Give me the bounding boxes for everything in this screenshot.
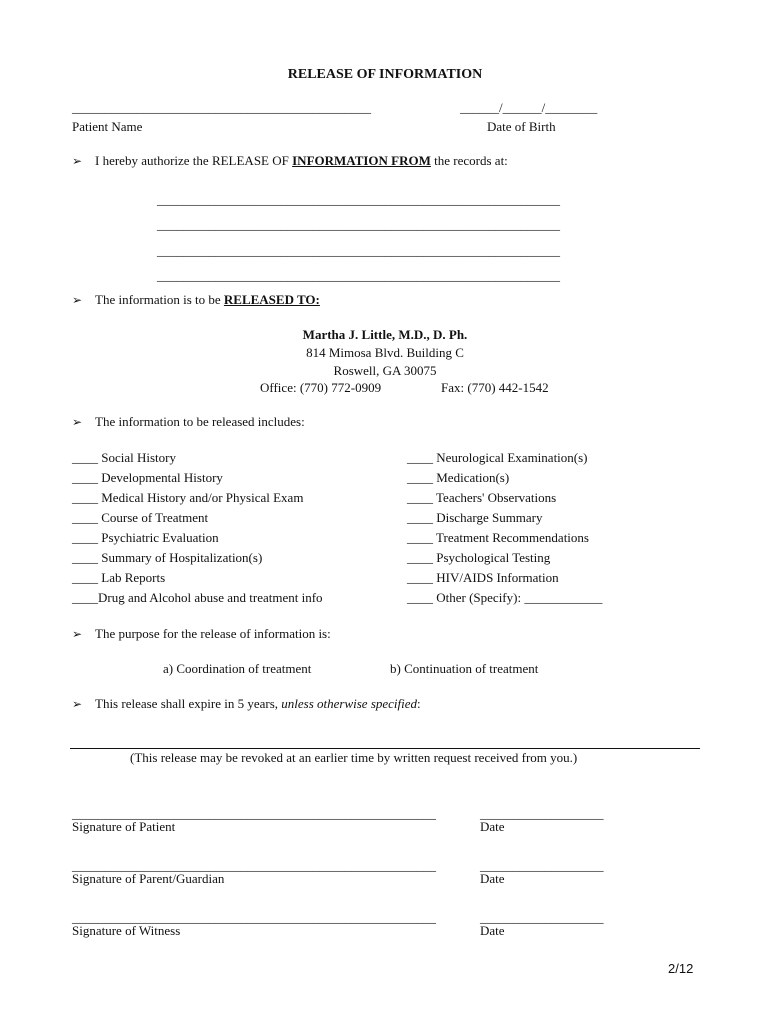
authorize-text-emph: INFORMATION FROM [292, 153, 431, 168]
released-to-text-emph: RELEASED TO: [223, 292, 320, 307]
page-number: 2/12 [668, 961, 694, 976]
recipient-address-2: Roswell, GA 30075 [333, 363, 437, 378]
patient-signature-label: Signature of Patient [72, 819, 176, 834]
expire-colon: : [417, 696, 421, 711]
purpose-heading: The purpose for the release of information is: [95, 626, 331, 641]
includes-right-item[interactable]: ____ Treatment Recommendations [407, 530, 589, 545]
guardian-signature-field[interactable]: ________________________________________________________ [72, 858, 436, 873]
includes-right-item[interactable]: ____ Discharge Summary [407, 510, 543, 525]
authorize-bullet-icon: ➢ [72, 154, 83, 168]
purpose-option-a[interactable]: a) Coordination of treatment [163, 661, 312, 676]
purpose-bullet-icon: ➢ [72, 627, 83, 641]
witness-signature-date-field[interactable]: ___________________ [480, 910, 604, 925]
records-line-4[interactable]: ______________________________________________________________ [157, 268, 560, 283]
includes-right-item[interactable]: ____ Psychological Testing [407, 550, 551, 565]
revoke-note: (This release may be revoked at an earlier time by written request received from you.) [130, 750, 578, 765]
includes-bullet-icon: ➢ [72, 415, 83, 429]
recipient-name: Martha J. Little, M.D., D. Ph. [302, 327, 468, 342]
includes-right-item[interactable]: ____ Medication(s) [407, 470, 510, 485]
recipient-address-1: 814 Mimosa Blvd. Building C [306, 345, 464, 360]
includes-right-item[interactable]: ____ Other (Specify): ____________ [407, 590, 603, 605]
includes-heading: The information to be released includes: [95, 414, 305, 429]
date-of-birth-label: Date of Birth [487, 119, 556, 134]
includes-left-item[interactable]: ____ Social History [72, 450, 176, 465]
patient-signature-date-field[interactable]: ___________________ [480, 806, 604, 821]
expire-specify-line[interactable] [70, 748, 700, 749]
recipient-fax: Fax: (770) 442-1542 [441, 380, 549, 395]
expire-text: This release shall expire in 5 years, [95, 696, 282, 711]
includes-left-item[interactable]: ____ Developmental History [72, 470, 223, 485]
records-line-1[interactable]: ______________________________________________________________ [157, 192, 560, 207]
guardian-signature-date-field[interactable]: ___________________ [480, 858, 604, 873]
patient-name-label: Patient Name [72, 119, 143, 134]
patient-name-field[interactable]: ______________________________________________ [72, 100, 371, 115]
includes-right-item[interactable]: ____ HIV/AIDS Information [407, 570, 559, 585]
records-line-3[interactable]: ______________________________________________________________ [157, 243, 560, 258]
authorize-statement [95, 153, 508, 169]
includes-right-item[interactable]: ____ Neurological Examination(s) [407, 450, 588, 465]
includes-left-item[interactable]: ____ Course of Treatment [72, 510, 209, 525]
date-of-birth-field[interactable]: ______/______/________ [460, 100, 598, 115]
authorize-text-after: the records at: [430, 153, 508, 168]
purpose-option-b[interactable]: b) Continuation of treatment [390, 661, 539, 676]
includes-left-item[interactable]: ____ Lab Reports [72, 570, 166, 585]
patient-signature-date-label: Date [480, 819, 505, 834]
guardian-signature-date-label: Date [480, 871, 505, 886]
includes-left-item[interactable]: ____Drug and Alcohol abuse and treatment info [72, 590, 323, 605]
records-line-2[interactable]: ______________________________________________________________ [157, 217, 560, 232]
released-to-text-before: The information is to be [95, 292, 224, 307]
released-to-statement [95, 292, 320, 308]
includes-left-item[interactable]: ____ Medical History and/or Physical Exam [72, 490, 304, 505]
page-title: RELEASE OF INFORMATION [287, 67, 483, 82]
witness-signature-field[interactable]: ________________________________________________________ [72, 910, 436, 925]
witness-signature-label: Signature of Witness [72, 923, 181, 938]
expire-italic: unless otherwise specified [281, 696, 418, 711]
witness-signature-date-label: Date [480, 923, 505, 938]
includes-left-item[interactable]: ____ Summary of Hospitalization(s) [72, 550, 263, 565]
recipient-office-phone: Office: (770) 772-0909 [260, 380, 382, 395]
guardian-signature-label: Signature of Parent/Guardian [72, 871, 225, 886]
includes-right-item[interactable]: ____ Teachers' Observations [407, 490, 557, 505]
includes-left-item[interactable]: ____ Psychiatric Evaluation [72, 530, 219, 545]
expire-statement [95, 696, 421, 712]
patient-signature-field[interactable]: ________________________________________________________ [72, 806, 436, 821]
expire-bullet-icon: ➢ [72, 697, 83, 711]
authorize-text-before: I hereby authorize the RELEASE OF [95, 153, 293, 168]
released-to-bullet-icon: ➢ [72, 293, 83, 307]
